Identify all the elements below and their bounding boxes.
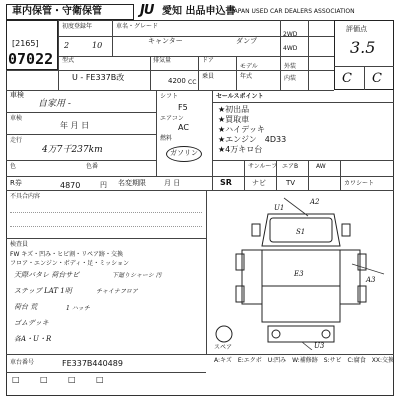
sales-item: ★初出品 bbox=[218, 105, 250, 114]
car-name-label: 車名・グレード bbox=[116, 23, 159, 30]
form-title: 愛知 出品申込書 bbox=[162, 6, 236, 17]
recycle-value: 4870 bbox=[60, 181, 81, 190]
sales-item: ★買取車 bbox=[218, 115, 250, 124]
diagram-label: E3 bbox=[294, 270, 304, 278]
recycle-unit: 円 bbox=[100, 181, 107, 189]
sales-item: ★エンジン 4D33 bbox=[218, 135, 287, 144]
fuel-label: 燃料 bbox=[160, 135, 173, 142]
serial-label: 車台番号 bbox=[10, 359, 35, 366]
lot-small: [2165] bbox=[12, 39, 39, 48]
displacement-value: 4200 bbox=[168, 77, 186, 85]
name-change-value: 月 日 bbox=[164, 179, 181, 187]
equip-seat-label: カワシート bbox=[344, 180, 375, 187]
handwritten-note: 荷台 荒 bbox=[14, 303, 38, 311]
handwritten-note: 下廻りシャーシ 汚 bbox=[112, 272, 162, 279]
form-subtitle: JAPAN USED CAR DEALERS ASSOCIATION bbox=[232, 8, 355, 15]
expiry-value: 年 月 日 bbox=[60, 121, 90, 130]
damage-legend: A:キズ E:エクボ U:凹み W:補修跡 S:サビ C:腐食 XX:交換 bbox=[214, 357, 395, 364]
footer-checkbox[interactable]: □ bbox=[12, 375, 20, 384]
handwritten-note: チャイナフロア bbox=[96, 288, 138, 295]
handwritten-note: ステップ LAT 1明 bbox=[14, 287, 72, 295]
equip-airbag-label: エアB bbox=[282, 163, 299, 170]
first-reg-label: 初度登録年 bbox=[62, 23, 93, 30]
body-type: ダンプ bbox=[236, 37, 258, 45]
equip-aw-label: AW bbox=[316, 163, 326, 170]
inspection-label: 車検 bbox=[10, 91, 24, 99]
shift-label: シフト bbox=[160, 93, 179, 100]
sales-item: ★4万キロ台 bbox=[218, 145, 263, 154]
diagram-label: U1 bbox=[274, 204, 285, 212]
model-label: 型式 bbox=[62, 57, 75, 64]
interior-grade: C bbox=[372, 71, 382, 86]
defects-label: 不具合内容 bbox=[10, 193, 41, 200]
handwritten-note: ゴムデッキ bbox=[14, 319, 49, 327]
handwritten-note: 天際バタレ 荷台サビ bbox=[14, 271, 80, 279]
diagram-label: S1 bbox=[296, 228, 306, 236]
fuel-value: ガソリン bbox=[170, 149, 198, 157]
footer-checkbox[interactable]: □ bbox=[40, 375, 48, 384]
defect-legend: FW キズ・凹み・ヒビ割・リペア跡・交換 bbox=[10, 251, 124, 258]
diagram-label: A2 bbox=[310, 198, 320, 206]
inspection-value: 自家用 - bbox=[38, 99, 71, 109]
capacity-label: 乗員 bbox=[202, 73, 215, 80]
displacement-label: 排気量 bbox=[153, 57, 172, 64]
4wd-label: 4WD bbox=[283, 45, 298, 52]
lot-number: 07022 bbox=[8, 50, 54, 68]
diagram-label: スペア bbox=[214, 344, 233, 350]
shift-value: F5 bbox=[178, 103, 188, 112]
equip-sunroof-label: サンルーフ bbox=[248, 163, 278, 170]
color-label: 色 bbox=[10, 163, 17, 170]
ju-logo: JU bbox=[140, 3, 154, 18]
color-no-label: 色番 bbox=[86, 163, 99, 170]
model-change-label: モデル bbox=[240, 63, 258, 70]
2wd-label: 2WD bbox=[283, 31, 298, 38]
footer-checkbox[interactable]: □ bbox=[96, 375, 104, 384]
truck-diagram bbox=[212, 194, 390, 350]
sales-heading: セールスポイント bbox=[216, 93, 264, 100]
model-code: U - FE337B改 bbox=[72, 73, 125, 82]
score-value: 3.5 bbox=[350, 38, 376, 57]
model-change-value: 年式 bbox=[240, 73, 253, 80]
score-label: 評価点 bbox=[346, 25, 367, 33]
door-label: ドア bbox=[202, 57, 214, 64]
name-change-label: 名変期限 bbox=[118, 179, 146, 187]
expiry-label: 車検 bbox=[10, 115, 23, 122]
mileage-value: 4万7千237km bbox=[42, 145, 103, 155]
car-name: キャンター bbox=[148, 37, 183, 45]
storage-stamp-text: 車内保管・守衛保管 bbox=[12, 6, 102, 17]
equip-navi-label: ナビ bbox=[252, 179, 266, 187]
ac-label: エアコン bbox=[160, 115, 184, 122]
footer-checkbox[interactable]: □ bbox=[68, 375, 76, 384]
sales-item: ★ハイデッキ bbox=[218, 125, 266, 134]
defect-legend-2: フロア・エンジン・ボディ・足・ミッション bbox=[10, 260, 129, 267]
first-reg-month: 10 bbox=[92, 41, 103, 50]
ac-value: AC bbox=[178, 123, 189, 132]
displacement-unit: CC bbox=[188, 79, 197, 86]
mileage-label: 走行 bbox=[10, 137, 23, 144]
recycle-label: R券 bbox=[10, 179, 22, 187]
inspector-label: 検査員 bbox=[10, 241, 29, 248]
equip-tv-label: TV bbox=[286, 179, 296, 187]
diagram-label: U3 bbox=[314, 342, 325, 350]
handwritten-note: 各A・U・R bbox=[14, 335, 52, 343]
serial-number: FE337B440489 bbox=[62, 359, 123, 368]
exterior-label: 外装 bbox=[284, 63, 297, 70]
first-reg-year: 2 bbox=[64, 41, 70, 50]
diagram-label: A3 bbox=[366, 276, 376, 284]
equip-sr-label: SR bbox=[220, 178, 232, 187]
exterior-grade: C bbox=[342, 71, 352, 86]
handwritten-note: 1 ハッチ bbox=[66, 305, 90, 312]
interior-label: 内装 bbox=[284, 75, 297, 82]
